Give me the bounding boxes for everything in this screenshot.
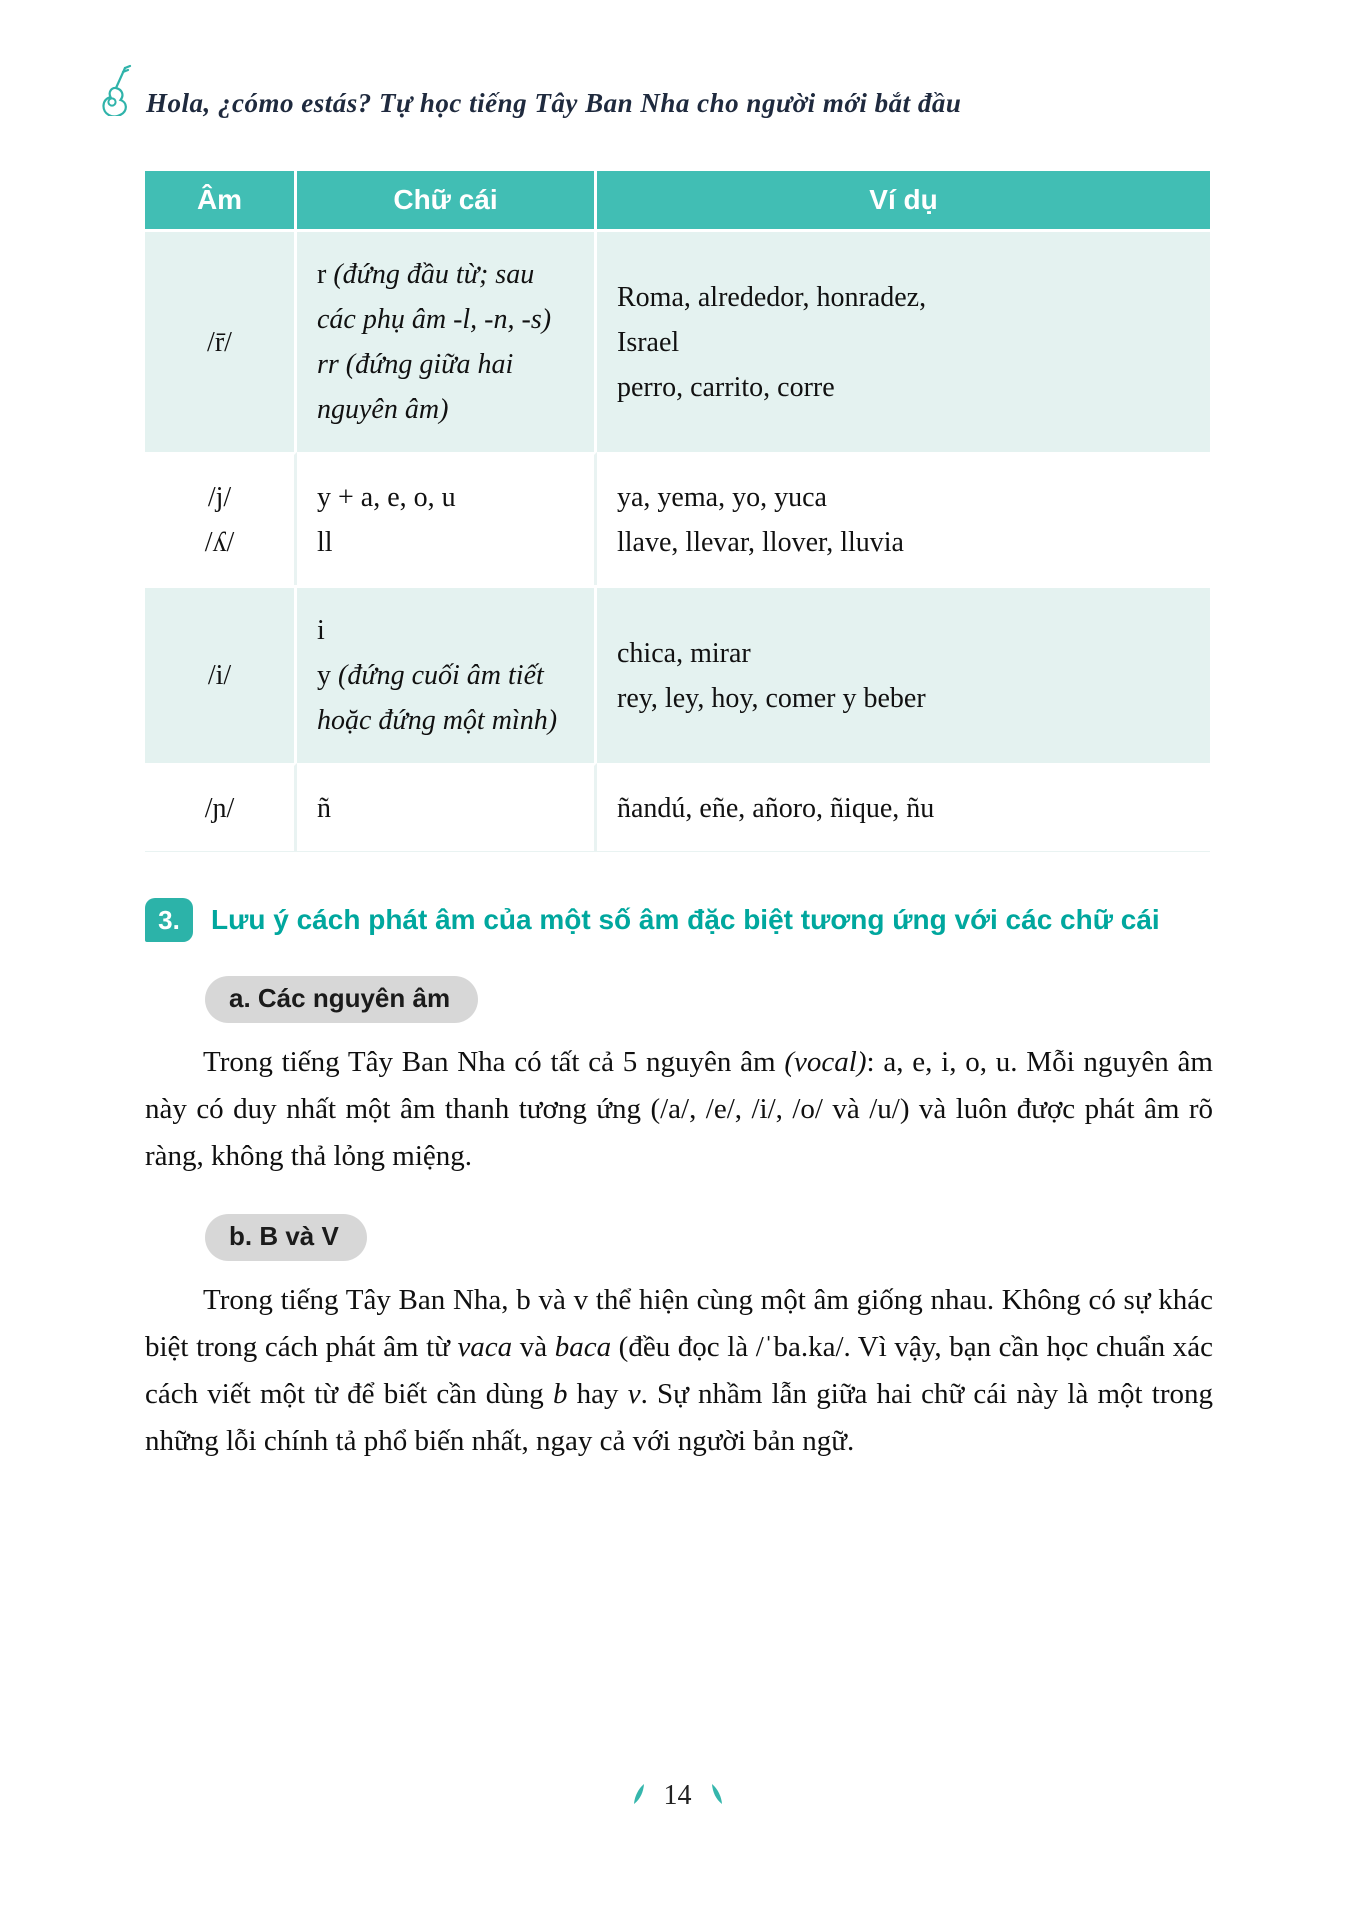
guitar-icon <box>96 64 132 121</box>
running-head <box>0 0 1355 121</box>
leaf-ornament-icon <box>631 1782 654 1813</box>
section-heading <box>145 898 1215 942</box>
cell-examples: Roma, alrededor, honradez, Israel perro, carrito, corre <box>597 229 1210 452</box>
cell-letters: y + a, e, o, u ll <box>297 452 597 585</box>
subsection-b <box>0 1180 1355 1465</box>
page-number: 14 <box>663 1780 692 1812</box>
subsection-a-label: a. Các nguyên âm <box>205 976 478 1023</box>
table-header-row <box>145 171 1210 229</box>
cell-letters: i y (đứng cuối âm tiết hoặc đứng một mình) <box>297 585 597 763</box>
cell-examples: ñandú, eñe, añoro, ñique, ñu <box>597 763 1210 852</box>
cell-sound: /j/ /ʎ/ <box>145 452 297 585</box>
pronunciation-table <box>145 171 1210 852</box>
column-header: Âm <box>145 171 297 229</box>
table-row <box>145 452 1210 585</box>
column-header: Ví dụ <box>597 171 1210 229</box>
subsection-b-label: b. B và V <box>205 1214 367 1261</box>
section-number-badge: 3. <box>145 898 193 942</box>
subsection-a-paragraph: Trong tiếng Tây Ban Nha có tất cả 5 nguyên âm (vocal): a, e, i, o, u. Mỗi nguyên âm này có duy nhất một âm thanh tương ứng (/a/, /e/, /i/, /o/ và /u/) và luôn được phát âm rõ ràng, không thả lỏng miệng. <box>145 1046 1213 1172</box>
running-head-title: Hola, ¿cómo estás? Tự học tiếng Tây Ban Nha cho người mới bắt đầu <box>146 88 962 118</box>
cell-sound: /i/ <box>145 585 297 763</box>
cell-sound: /ɲ/ <box>145 763 297 852</box>
table-row <box>145 585 1210 763</box>
cell-letters: ñ <box>297 763 597 852</box>
cell-examples: chica, mirar rey, ley, hoy, comer y beber <box>597 585 1210 763</box>
section-title: Lưu ý cách phát âm của một số âm đặc biệt tương ứng với các chữ cái <box>211 904 1160 935</box>
cell-sound: /r̄/ <box>145 229 297 452</box>
column-header: Chữ cái <box>297 171 597 229</box>
cell-letters: r (đứng đầu từ; sau các phụ âm -l, -n, -s) rr (đứng giữa hai nguyên âm) <box>297 229 597 452</box>
cell-examples: ya, yema, yo, yuca llave, llevar, llover, lluvia <box>597 452 1210 585</box>
subsection-a <box>0 942 1355 1180</box>
subsection-b-paragraph: Trong tiếng Tây Ban Nha, b và v thể hiện cùng một âm giống nhau. Không có sự khác biệt trong cách phát âm từ vaca và baca (đều đọc là /ˈba.ka/. Vì vậy, bạn cần học chuẩn xác cách viết một từ để biết cần dùng b hay v. Sự nhầm lẫn giữa hai chữ cái này là một trong những lỗi chính tả phổ biến nhất, ngay cả với người bản ngữ. <box>145 1284 1214 1457</box>
page-footer <box>0 1780 1355 1814</box>
table-row <box>145 763 1210 852</box>
table-row <box>145 229 1210 452</box>
leaf-ornament-icon <box>709 1782 725 1813</box>
